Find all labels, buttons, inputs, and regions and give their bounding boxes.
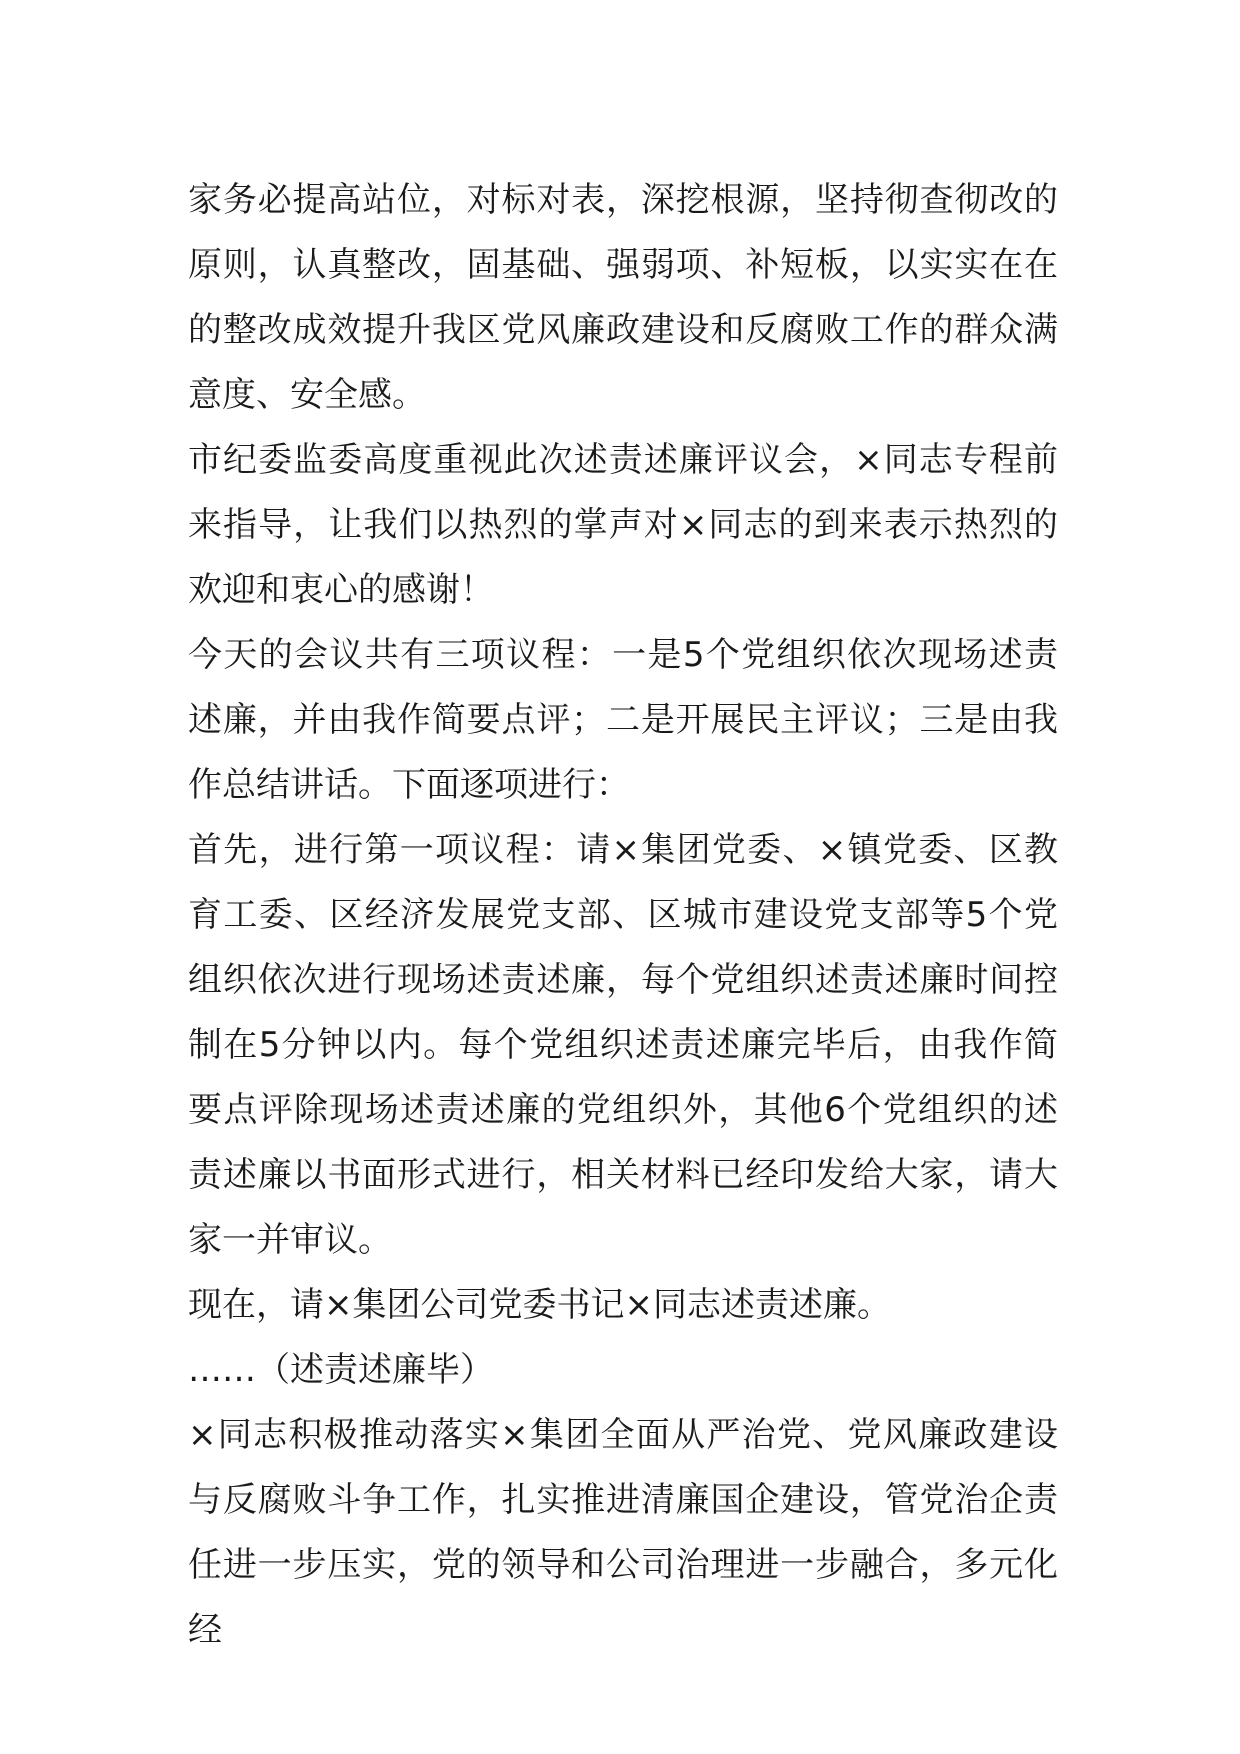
paragraph-first-agenda-item: 首先，进行第一项议程：请×集团党委、×镇党委、区教育工委、区经济发展党支部、区城市建设党支部等5个党组织依次进行现场述责述廉，每个党组织述责述廉时间控制在5分钟以内。每个党组织述责述廉完毕后，由我作简要点评除现场述责述廉的党组织外，其他6个党组织的述责述廉以书面形式进行，相关材料已经印发给大家，请大家一并审议。 [188,830,1058,1260]
paragraph-agenda: 今天的会议共有三项议程：一是5个党组织依次现场述责述廉，并由我作简要点评；二是开展民主评议；三是由我作总结讲话。下面逐项进行： [188,635,1058,805]
paragraph-invite-speaker: 现在，请×集团公司党委书记×同志述责述廉。 [188,1285,891,1325]
document-body [188,168,1058,1663]
paragraph-comment: ×同志积极推动落实×集团全面从严治党、党风廉政建设与反腐败斗争工作，扎实推进清廉国企建设，管党治企责任进一步压实，党的领导和公司治理进一步融合，多元化经 [188,1415,1058,1650]
paragraph-welcome-guest: 市纪委监委高度重视此次述责述廉评议会，×同志专程前来指导，让我们以热烈的掌声对×同志的到来表示热烈的欢迎和衷心的感谢！ [188,440,1058,610]
paragraph-report-finished: ……（述责述廉毕） [188,1350,494,1390]
paragraph-rectification: 家务必提高站位，对标对表，深挖根源，坚持彻查彻改的原则，认真整改，固基础、强弱项、补短板，以实实在在的整改成效提升我区党风廉政建设和反腐败工作的群众满意度、安全感。 [188,180,1058,415]
